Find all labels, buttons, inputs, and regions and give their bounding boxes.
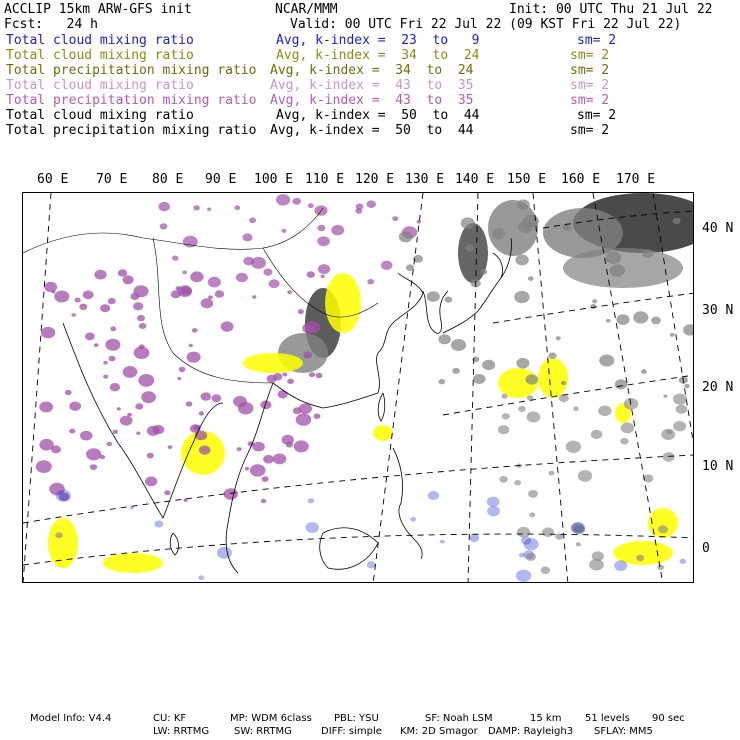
cloud-shade xyxy=(164,490,170,495)
cloud-shade xyxy=(293,198,302,205)
cloud-shade xyxy=(123,366,138,378)
cloud-shade xyxy=(171,290,181,298)
cloud-shade xyxy=(514,291,529,303)
cloud-shade xyxy=(65,390,72,395)
cloud-shade xyxy=(221,321,234,331)
cloud-shade xyxy=(113,430,118,434)
field-name: Total cloud mixing ratio xyxy=(6,78,194,93)
cloud-shade xyxy=(193,205,199,210)
cloud-shade xyxy=(79,304,87,310)
field-name: Total precipitation mixing ratio xyxy=(6,63,257,78)
forecast-map xyxy=(22,192,694,583)
lon-label: 60 E xyxy=(37,172,69,187)
cloud-shade xyxy=(243,257,254,266)
cloud-shade xyxy=(71,313,76,317)
cloud-shade xyxy=(538,358,568,398)
cloud-shade xyxy=(199,446,211,455)
cloud-shade xyxy=(249,218,256,224)
levels: 51 levels xyxy=(585,713,630,724)
cloud-shade xyxy=(684,384,689,388)
cloud-shade xyxy=(316,373,323,378)
sf-scheme: SF: Noah LSM xyxy=(425,713,493,724)
cloud-shade xyxy=(643,474,653,482)
model-title: ACCLIP 15km ARW-GFS init xyxy=(4,2,192,17)
cloud-shade xyxy=(177,377,181,380)
cloud-shade xyxy=(438,379,445,384)
lon-label: 80 E xyxy=(152,172,184,187)
cloud-shade xyxy=(56,490,71,502)
cloud-shade xyxy=(366,200,376,208)
cloud-shade xyxy=(367,561,376,568)
cloud-shade xyxy=(683,324,694,335)
cloud-shade xyxy=(563,224,572,231)
cloud-shade xyxy=(263,455,274,464)
cloud-shade xyxy=(187,352,201,363)
map-canvas xyxy=(23,193,694,583)
cloud-shade xyxy=(48,518,78,568)
cloud-shade xyxy=(86,448,101,460)
cloud-shade xyxy=(252,442,264,452)
cloud-shade xyxy=(410,517,416,522)
cloud-shade xyxy=(154,520,163,527)
cloud-shade xyxy=(103,361,107,365)
pbl-scheme: PBL: YSU xyxy=(334,713,379,724)
cloud-shade xyxy=(103,375,108,379)
sflay-scheme: SFLAY: MM5 xyxy=(594,726,653,737)
field-range: Avg, k-index = 43 to 35 xyxy=(270,78,474,93)
cloud-shade xyxy=(518,221,533,233)
cloud-shade xyxy=(141,391,156,403)
cloud-shade xyxy=(499,476,507,483)
cloud-shade xyxy=(515,255,528,266)
field-name: Total cloud mixing ratio xyxy=(6,33,194,48)
cloud-shade xyxy=(176,286,181,290)
cloud-shade xyxy=(526,374,539,384)
cloud-shade xyxy=(100,304,110,312)
cloud-shade xyxy=(641,369,647,374)
cloud-shade xyxy=(261,499,266,503)
lon-label: 90 E xyxy=(205,172,237,187)
cloud-shade xyxy=(287,290,292,294)
cloud-shade xyxy=(217,547,232,559)
cloud-shade xyxy=(598,406,611,417)
center-label: NCAR/MMM xyxy=(275,2,338,17)
cloud-shade xyxy=(542,527,554,537)
cloud-shade xyxy=(160,223,168,229)
cloud-shade xyxy=(201,298,214,308)
field-smoothing: sm= 2 xyxy=(577,33,617,48)
cloud-shade xyxy=(294,440,309,452)
cloud-shade xyxy=(287,379,294,384)
cloud-shade xyxy=(501,394,507,399)
cloud-shade xyxy=(305,321,320,333)
cloud-shade xyxy=(267,375,277,383)
cloud-shade xyxy=(578,470,592,482)
field-name: Total cloud mixing ratio xyxy=(6,48,194,63)
cloud-shade xyxy=(325,273,361,333)
cloud-shade xyxy=(130,293,139,300)
cloud-shade xyxy=(314,413,321,419)
cloud-shade xyxy=(541,567,551,575)
cloud-shade xyxy=(286,442,293,448)
cloud-shade xyxy=(445,297,453,303)
lat-line-10n xyxy=(23,455,694,523)
cloud-shade xyxy=(36,460,52,473)
cloud-shade xyxy=(658,525,668,533)
cloud-shade xyxy=(147,426,160,436)
cloud-shade xyxy=(666,430,672,435)
sw-scheme: SW: RRTMG xyxy=(234,726,292,737)
field-smoothing: sm= 2 xyxy=(577,108,617,123)
cloud-shade xyxy=(556,336,561,340)
cloud-shade xyxy=(224,488,238,500)
cloud-shade xyxy=(527,412,541,423)
field-name: Total precipitation mixing ratio xyxy=(6,123,257,138)
cloud-shade xyxy=(615,379,628,389)
cloud-shade xyxy=(243,353,303,373)
cloud-shade xyxy=(278,390,288,398)
cloud-shade xyxy=(168,445,173,449)
cloud-shade xyxy=(192,328,198,333)
cloud-shade xyxy=(110,383,120,391)
cloud-shade xyxy=(306,522,319,533)
cloud-shade xyxy=(482,360,495,370)
field-range: Avg, k-index = 34 to 24 xyxy=(276,48,480,63)
field-range: Avg, k-index = 43 to 35 xyxy=(270,93,474,108)
lon-line-130e xyxy=(373,193,423,583)
cloud-shade xyxy=(136,432,140,435)
cloud-shade xyxy=(561,381,566,385)
cloud-shade xyxy=(428,491,439,500)
cloud-shade xyxy=(676,405,688,414)
cloud-shade xyxy=(145,477,157,487)
cloud-shade xyxy=(199,411,204,415)
diff-scheme: DIFF: simple xyxy=(321,726,382,737)
cloud-shade xyxy=(529,512,535,517)
cloud-shade xyxy=(610,265,625,277)
resolution: 15 km xyxy=(530,713,562,724)
cloud-shade xyxy=(182,270,187,274)
cloud-shade xyxy=(492,228,505,239)
cloud-shade xyxy=(487,506,500,516)
srilanka-coastline xyxy=(170,533,178,555)
lon-line-60e xyxy=(23,193,51,583)
cloud-shade xyxy=(355,208,362,214)
cloud-shade xyxy=(614,560,627,571)
cloud-shade xyxy=(528,276,534,281)
cloud-shade xyxy=(633,311,648,323)
cloud-shade xyxy=(548,471,554,476)
lon-label: 120 E xyxy=(355,172,395,187)
cloud-shade xyxy=(123,275,134,284)
cloud-shade xyxy=(636,555,644,562)
cloud-shade xyxy=(189,344,193,347)
cloud-shade xyxy=(381,261,393,270)
cloud-shade xyxy=(139,323,147,329)
init-time: Init: 00 UTC Thu 21 Jul 22 xyxy=(509,2,713,17)
cloud-shade xyxy=(117,407,121,410)
cloud-shade xyxy=(481,269,488,274)
cloud-shade xyxy=(367,279,374,284)
cloud-shade xyxy=(273,454,287,465)
cloud-shade xyxy=(133,302,143,310)
cloud-shade xyxy=(105,339,120,351)
model-version: Model Info: V4.4 xyxy=(30,713,112,724)
cloud-shade xyxy=(94,270,106,280)
cloud-shade xyxy=(55,532,63,538)
lat-label: 0 xyxy=(702,541,710,556)
cloud-shade xyxy=(461,217,475,229)
cloud-shade xyxy=(109,356,116,362)
cloud-shade xyxy=(572,522,585,533)
cloud-shade xyxy=(83,290,94,299)
cloud-shade xyxy=(514,480,521,485)
cloud-shade xyxy=(243,233,253,241)
taiwan-coastline xyxy=(378,393,385,421)
lw-scheme: LW: RRTMG xyxy=(153,726,210,737)
lon-label: 150 E xyxy=(507,172,547,187)
cloud-shade xyxy=(207,208,211,211)
cloud-shade xyxy=(670,333,675,337)
field-range: Avg, k-index = 50 to 44 xyxy=(270,123,474,138)
cloud-shade xyxy=(208,277,221,288)
lat-label: 10 N xyxy=(702,459,734,474)
cloud-shade xyxy=(303,352,312,359)
cloud-shade xyxy=(621,423,634,434)
cloud-shade xyxy=(317,225,325,231)
cloud-shade xyxy=(452,368,460,374)
lon-label: 110 E xyxy=(305,172,345,187)
cloud-shade xyxy=(518,406,526,412)
cloud-shade xyxy=(245,467,249,470)
cloud-shade xyxy=(592,299,597,303)
field-smoothing: sm= 2 xyxy=(570,63,610,78)
cloud-shade xyxy=(80,431,92,441)
cloud-shade xyxy=(605,251,621,264)
cloud-shade xyxy=(307,271,315,278)
cloud-shade xyxy=(502,413,510,419)
lon-label: 130 E xyxy=(405,172,445,187)
cloud-shade xyxy=(573,406,579,411)
cloud-shade xyxy=(198,575,204,580)
cloud-shade xyxy=(663,452,675,462)
cloud-shade xyxy=(591,430,603,439)
cloud-shade xyxy=(208,295,213,299)
cloud-shade xyxy=(263,269,272,276)
cloud-shade xyxy=(135,403,143,409)
cloud-shade xyxy=(417,220,422,224)
cloud-shade xyxy=(299,403,312,414)
cloud-shade xyxy=(201,392,212,400)
cloud-shade xyxy=(308,498,315,503)
cloud-shade xyxy=(487,497,500,507)
cloud-shade xyxy=(589,559,604,571)
lon-label: 160 E xyxy=(561,172,601,187)
cloud-shade xyxy=(440,540,445,544)
coastlines xyxy=(23,208,511,573)
cloud-shade xyxy=(616,314,629,325)
lon-label: 170 E xyxy=(616,172,656,187)
cloud-shade xyxy=(107,442,113,446)
field-name: Total cloud mixing ratio xyxy=(6,108,194,123)
cloud-shade xyxy=(250,464,266,476)
cloud-shade xyxy=(519,553,525,557)
cloud-shade xyxy=(308,203,314,208)
cloud-shade xyxy=(281,229,286,233)
cloud-shade xyxy=(118,269,127,277)
cloud-shade xyxy=(309,372,315,377)
cloud-shade xyxy=(276,194,290,205)
damp-scheme: DAMP: Rayleigh3 xyxy=(488,726,574,737)
cloud-shade xyxy=(252,295,256,298)
cloud-shade xyxy=(262,476,269,482)
cloud-shade xyxy=(465,245,474,252)
cloud-shade xyxy=(233,396,247,407)
cloud-shade xyxy=(236,273,248,283)
valid-time: Valid: 00 UTC Fri 22 Jul 22 (09 KST Fri 22 Jul 22) xyxy=(290,17,682,32)
cloud-shade xyxy=(159,202,171,211)
field-range: Avg, k-index = 34 to 24 xyxy=(270,63,474,78)
cloud-shade xyxy=(373,425,393,441)
cloud-shade xyxy=(524,538,539,550)
timestep: 90 sec xyxy=(652,713,685,724)
cloud-shade xyxy=(451,339,466,351)
philippines-coastline xyxy=(393,448,422,559)
cloud-shade xyxy=(234,205,240,210)
cloud-shade xyxy=(85,333,95,341)
cloud-shade xyxy=(657,565,664,571)
cloud-shade xyxy=(69,402,81,411)
field-smoothing: sm= 2 xyxy=(570,48,610,63)
field-range: Avg, k-index = 23 to 9 xyxy=(276,33,480,48)
cloud-shade xyxy=(317,236,330,246)
lat-label: 30 N xyxy=(702,303,734,318)
cloud-shade xyxy=(548,352,556,359)
lon-label: 100 E xyxy=(254,172,294,187)
cloud-shade xyxy=(147,453,154,459)
cloud-shade xyxy=(186,401,193,406)
cloud-shade xyxy=(103,553,163,573)
cloud-shade xyxy=(516,358,529,369)
cloud-shade xyxy=(138,374,154,387)
cloud-shade xyxy=(392,216,398,221)
cloud-shade xyxy=(516,570,531,582)
cloud-shade xyxy=(212,394,222,402)
cloud-shade xyxy=(44,282,57,292)
cloud-shade xyxy=(517,527,530,538)
cloud-shade xyxy=(90,464,97,470)
mp-scheme: MP: WDM 6class xyxy=(230,713,312,724)
forecast-hour: Fcst: 24 h xyxy=(4,17,98,32)
cloud-shade xyxy=(54,291,69,303)
cloud-shade xyxy=(108,298,116,304)
cloud-shade xyxy=(39,402,53,413)
cloud-shade xyxy=(517,200,530,210)
cloud-shade xyxy=(75,298,81,303)
cloud-shade xyxy=(620,438,628,445)
cloud-shade xyxy=(680,559,687,564)
cloud-shade xyxy=(237,447,242,451)
cloud-shade xyxy=(498,425,509,434)
cloud-shade xyxy=(438,334,450,344)
cloud-shade xyxy=(180,287,191,296)
lon-label: 140 E xyxy=(455,172,495,187)
cloud-shade xyxy=(269,279,280,288)
field-smoothing: sm= 2 xyxy=(570,123,610,138)
cloud-shade xyxy=(321,275,325,278)
cloud-shade xyxy=(576,542,581,546)
cloud-shade xyxy=(399,231,413,242)
cloud-shade xyxy=(120,416,133,426)
cloud-shade xyxy=(651,317,661,325)
lat-label: 20 N xyxy=(702,380,734,395)
cloud-shade xyxy=(673,394,687,405)
cloud-shade xyxy=(215,290,224,297)
cloud-shade xyxy=(427,291,440,302)
km-scheme: KM: 2D Smagor xyxy=(400,726,478,737)
cloud-shading xyxy=(36,193,694,582)
field-smoothing: sm= 2 xyxy=(570,93,610,108)
cloud-shade xyxy=(134,347,150,360)
cloud-shade xyxy=(672,218,680,225)
cloud-shade xyxy=(282,373,287,377)
cloud-shade xyxy=(110,326,116,331)
cloud-shade xyxy=(566,441,581,453)
cloud-shade xyxy=(526,553,536,561)
cu-scheme: CU: KF xyxy=(153,713,187,724)
cloud-shade xyxy=(663,395,667,398)
cloud-shade xyxy=(298,309,304,314)
field-smoothing: sm= 2 xyxy=(570,78,610,93)
lon-label: 70 E xyxy=(96,172,128,187)
cloud-shade xyxy=(51,445,61,453)
cloud-shade xyxy=(296,413,312,425)
cloud-shade xyxy=(179,367,186,372)
cloud-shade xyxy=(172,256,178,261)
cloud-shade xyxy=(331,225,344,235)
cloud-shade xyxy=(41,327,55,338)
field-name: Total precipitation mixing ratio xyxy=(6,93,257,108)
cloud-shade xyxy=(190,271,203,282)
cloud-shade xyxy=(469,534,479,542)
cloud-shade xyxy=(94,343,99,347)
cloud-shade xyxy=(673,421,686,431)
lat-label: 40 N xyxy=(702,221,734,236)
cloud-shade xyxy=(69,429,75,434)
cloud-shade xyxy=(642,249,653,258)
cloud-shade xyxy=(599,355,614,367)
cloud-shade xyxy=(137,315,145,321)
cloud-shade xyxy=(473,374,486,384)
field-range: Avg, k-index = 50 to 44 xyxy=(276,108,480,123)
cloud-shade xyxy=(318,264,330,274)
cloud-shade xyxy=(528,490,538,498)
cloud-shade xyxy=(606,319,611,323)
